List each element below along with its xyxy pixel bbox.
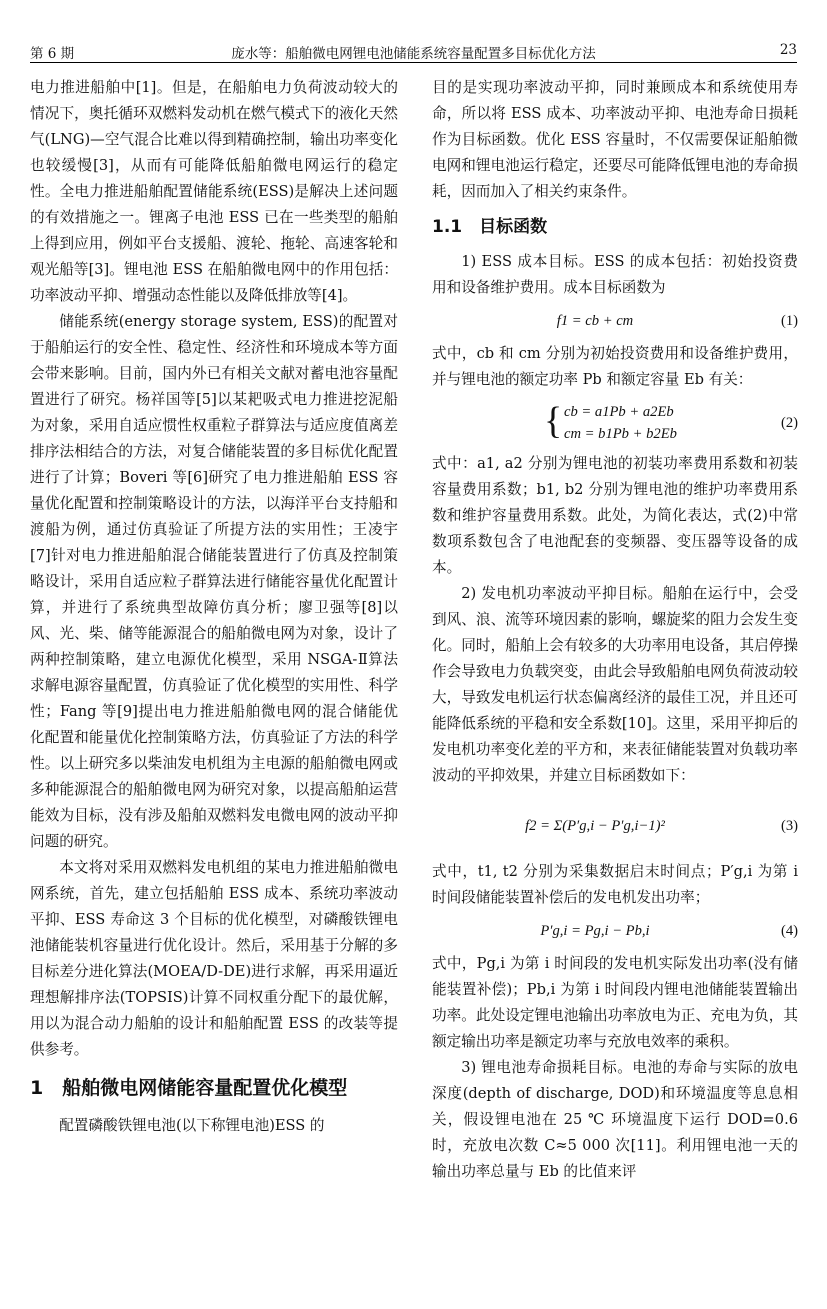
paragraph: 目的是实现功率波动平抑，同时兼顾成本和系统使用寿命，所以将 ESS 成本、功率波动平抑、电池寿命日损耗作为目标函数。优化 ESS 容量时，不仅需要保证船舶微电网和锂电池运行稳定，还要尽可能降低锂电池的寿命损耗，因而加入了相关约束条件。 (432, 79, 798, 200)
paragraph: 式中，cb 和 cm 分别为初始投资费用和设备维护费用，并与锂电池的额定功率 Pb 和额定容量 Eb 有关： (432, 345, 798, 388)
equation-body: P′g,i = Pg,i − Pb,i (540, 923, 650, 939)
section-heading: 1 船舶微电网储能容量配置优化模型 (30, 1077, 348, 1099)
running-title: 庞水等：船舶微电网锂电池储能系统容量配置多目标优化方法 (231, 46, 596, 62)
paragraph: 储能系统(energy storage system, ESS)的配置对于船舶运行的安全性、稳定性、经济性和环境成本等方面会带来影响。目前，国内外已有相关文献对蓄电池容量配置进行了研究。杨祥国等[5]以某耙吸式电力推进挖泥船为对象，采用自适应惯性权重粒子群算法与适应度值离差排序法相结合的方法，对复合储能装置的多目标优化配置进行了计算；Boveri 等[6]研究了电力推进船舶 ESS 容量优化配置和控制策略设计的方法，以海洋平台支持船和渡船为例，通过仿真验证了所提方法的实用性；王凌宇[7]针对电力推进船舶混合储能装置进行了仿真及控制策略设计，采用自适应粒子群算法进行储能容量优化配置计算，并进行了系统典型故障仿真分析；廖卫强等[8]以风、光、柴、储等能源混合的船舶微电网为对象，设计了两种控制策略，建立电源优化模型，采用 NSGA-Ⅱ算法求解电源容量配置，仿真验证了优化模型的实用性、科学性；Fang 等[9]提出电力推进船舶微电网的混合储能优化配置和能量优化控制策略方法，仿真验证了方法的科学性。以上研究多以柴油发电机组为主电源的船舶微电网或多种能源混合的船舶微电网为研究对象，以提高船舶运营能效为目标，没有涉及船舶双燃料发电微电网的波动平抑问题的研究。 (30, 313, 398, 850)
paragraph: 式中，Pg,i 为第 i 时间段的发电机实际发出功率(没有储能装置补偿)；Pb,i 为第 i 时间段内锂电池储能装置输出功率。此处设定锂电池输出功率放电为正、充电为负，其额定输出功率是额定功率与充放电效率的乘积。 (432, 955, 798, 1050)
paragraph: 本文将对采用双燃料发电机组的某电力推进船舶微电网系统，首先，建立包括船舶 ESS 成本、系统功率波动平抑、ESS 寿命这 3 个目标的优化模型，对磷酸铁锂电池储能装机容量进行优化设计。然后，采用基于分解的多目标差分进化算法(MOEA/D-DE)进行求解，再采用逼近理想解排序法(TOPSIS)计算不同权重分配下的最优解，用以为混合动力船舶的设计和船舶配置 ESS 的改装等提供参考。 (30, 859, 398, 1058)
paragraph: 式中，t1, t2 分别为采集数据启末时间点；P′g,i 为第 i 时间段储能装置补偿后的发电机发出功率； (432, 863, 798, 906)
equation-body: f2 = Σ(P′g,i − P′g,i−1)² (525, 818, 665, 834)
equation-3 (432, 793, 798, 855)
running-header (30, 40, 797, 63)
paragraph: 式中：a1, a2 分别为锂电池的初装功率费用系数和初装容量费用系数；b1, b2 分别为锂电池的维护功率费用系数和维护容量费用系数。此处，为简化表达，式(2)中常数项系数包含了电池配套的变频器、变压器等设备的成本。 (432, 455, 798, 576)
equation-line: cb = a1Pb + a2Eb (564, 404, 674, 420)
paragraph: 电力推进船舶中[1]。但是，在船舶电力负荷波动较大的情况下，奥托循环双燃料发动机在燃气模式下的液化天然气(LNG)—空气混合比难以得到精确控制，输出功率变化也较缓慢[3]，从而有可能降低船舶微电网运行的稳定性。全电力推进船舶配置储能系统(ESS)是解决上述问题的有效措施之一。锂离子电池 ESS 已在一些类型的船舶上得到应用，例如平台支援船、渡轮、拖轮、高速客轮和观光船等[3]。锂电池 ESS 在船舶微电网中的作用包括：功率波动平抑、增强动态性能以及降低排放等[4]。 (30, 79, 398, 304)
equation-1 (432, 305, 798, 337)
right-column (432, 75, 798, 1185)
left-column (30, 75, 398, 1139)
paragraph: 配置磷酸铁锂电池(以下称锂电池)ESS 的 (59, 1117, 325, 1134)
issue-number: 第 6 期 (30, 46, 75, 62)
brace-symbol: { (544, 400, 563, 442)
equation-4 (432, 915, 798, 947)
equation-number: (4) (780, 923, 798, 939)
equation-number: (1) (780, 313, 798, 329)
equation-body: f1 = cb + cm (556, 313, 634, 329)
subsection-heading: 1.1 目标函数 (432, 217, 548, 237)
paragraph: 1) ESS 成本目标。ESS 的成本包括：初始投资费用和设备维护费用。成本目标函数为 (432, 253, 798, 296)
page-number: 23 (779, 42, 797, 58)
equation-2 (432, 397, 798, 447)
equation-number: (2) (780, 415, 798, 431)
paragraph: 2) 发电机功率波动平抑目标。船舶在运行中，会受到风、浪、流等环境因素的影响，螺旋桨的阻力会发生变化。同时，船舶上会有较多的大功率用电设备，其启停操作会导致电力负载突变，由此会导致船舶电网负荷波动较大，导致发电机运行状态偏离经济的最佳工况，并且还可能降低系统的平稳和安全系数[10]。这里，采用平抑后的发电机功率变化差的平方和，来表征储能装置对负载功率波动的平抑效果，并建立目标函数如下： (432, 585, 798, 784)
equation-line: cm = b1Pb + b2Eb (564, 426, 677, 442)
equation-number: (3) (780, 818, 798, 834)
paragraph: 3) 锂电池寿命损耗目标。电池的寿命与实际的放电深度(depth of discharge, DOD)和环境温度等息息相关，假设锂电池在 25 ℃ 环境温度下运行 DOD=0.6 时，充放电次数 C≈5 000 次[11]。利用锂电池一天的输出功率总量与 Eb 的比值来评 (432, 1059, 798, 1180)
